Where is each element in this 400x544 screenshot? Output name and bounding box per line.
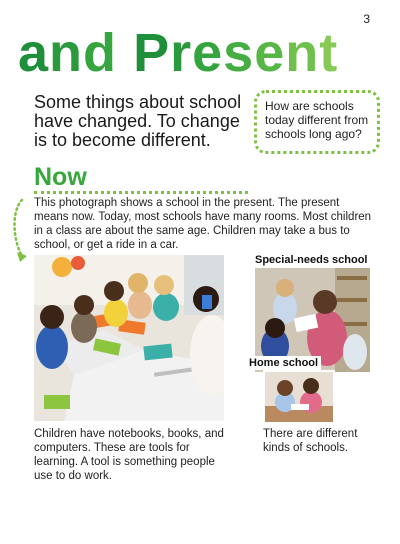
- classroom-photo: [34, 255, 224, 421]
- section-paragraph: This photograph shows a school in the present. The present means now. Today, most schools have many rooms. Most children in a class are about the same age. Children may take a bus to school, or get a ride in a car.: [34, 197, 372, 251]
- classroom-illustration: [34, 255, 224, 421]
- title-letter: n: [285, 23, 320, 83]
- title-letter: e: [254, 23, 286, 83]
- title-letter: s: [223, 23, 255, 83]
- page-title: [18, 23, 339, 83]
- dotted-arrow-icon: [10, 198, 32, 262]
- title-letter: e: [192, 23, 224, 83]
- home-school-illustration: [265, 372, 333, 422]
- schools-caption: There are different kinds of schools.: [263, 428, 358, 454]
- home-school-label: Home school: [246, 356, 321, 370]
- section-underline: [34, 191, 248, 194]
- page-number: 3: [363, 12, 370, 26]
- home-school-photo: [263, 370, 335, 424]
- title-letter: t: [319, 23, 339, 83]
- title-letter: r: [170, 23, 193, 83]
- title-letter: P: [133, 23, 171, 83]
- intro-text: Some things about school have changed. To change is to become different.: [34, 92, 242, 150]
- title-letter: [117, 26, 133, 80]
- special-needs-school-label: Special-needs school: [255, 254, 368, 266]
- section-heading-now: Now: [34, 163, 87, 191]
- question-text: How are schools today different from schools long ago?: [265, 99, 369, 141]
- title-letter: d: [83, 23, 118, 83]
- title-letter: n: [49, 23, 84, 83]
- classroom-caption: Children have notebooks, books, and computers. These are tools for learning. A tool is something people use to do work.: [34, 428, 224, 482]
- question-box: [254, 90, 380, 154]
- title-letter: a: [18, 23, 50, 83]
